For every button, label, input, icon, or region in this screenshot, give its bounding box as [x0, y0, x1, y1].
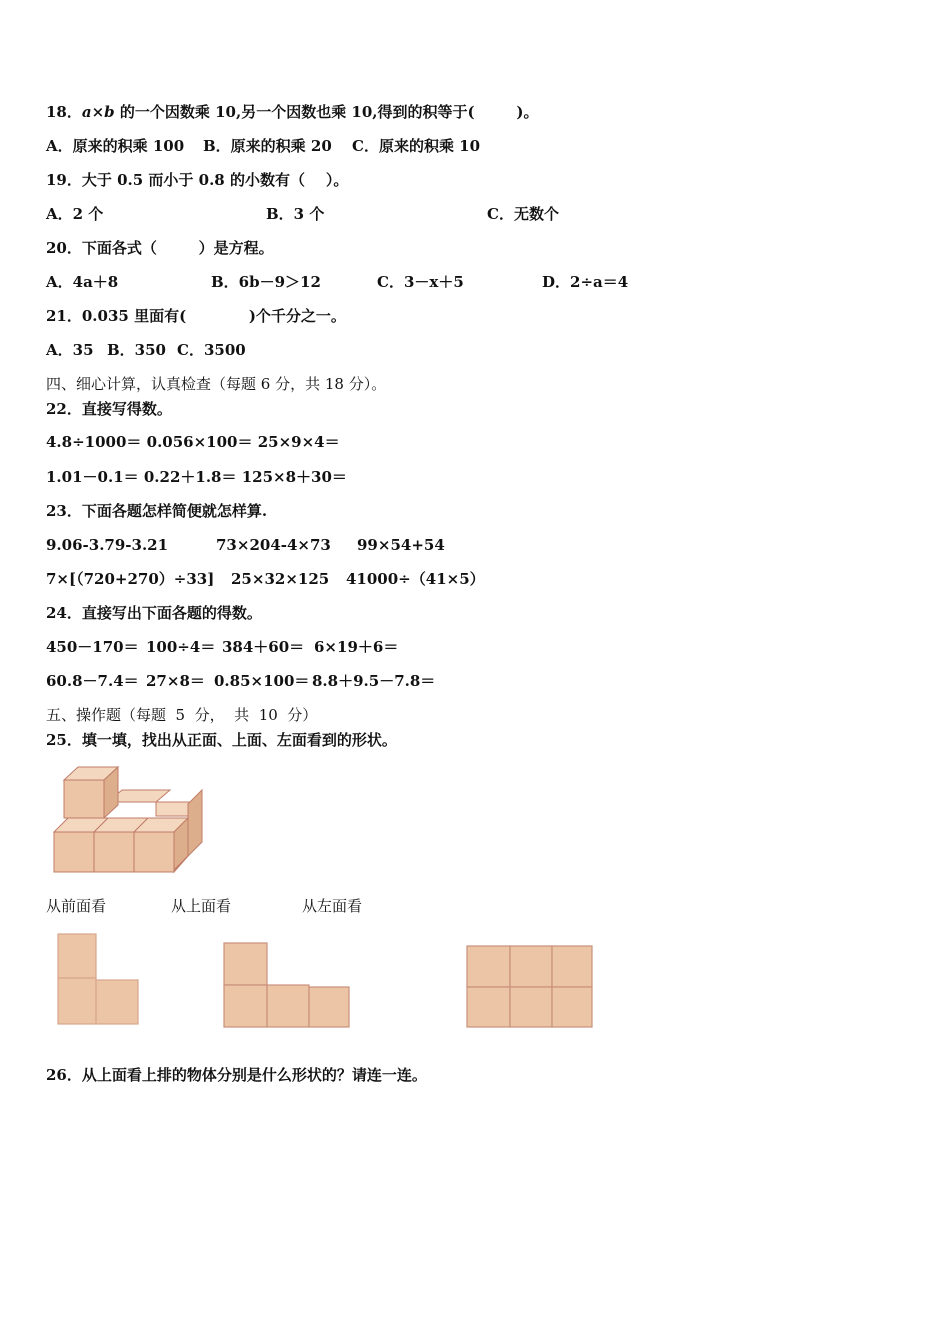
- q24-item-6: 27×8＝: [146, 672, 205, 690]
- q19-option-a: A．2 个: [46, 205, 104, 223]
- q20-option-d: D．2÷a＝4: [542, 273, 629, 291]
- view-label-left: 从左面看: [302, 897, 363, 915]
- q24-stem: 24．直接写出下面各题的得数。: [46, 604, 262, 622]
- view-shape-3: [465, 944, 595, 1030]
- q20-option-b: B．6b－9＞12: [211, 273, 321, 291]
- q24-item-4: 6×19＋6＝: [314, 638, 399, 656]
- q21-option-a: A．35: [46, 341, 94, 359]
- q18-option-c: C．原来的积乘 10: [352, 137, 481, 155]
- q18-option-b: B．原来的积乘 20: [203, 137, 332, 155]
- q25-stem: 25．填一填，找出从正面、上面、左面看到的形状。: [46, 731, 397, 749]
- q23-item-3: 99×54+54: [357, 536, 445, 554]
- q18-option-a: A．原来的积乘 100: [46, 137, 185, 155]
- q19-stem: 19．大于 0.5 而小于 0.8 的小数有（ ）。: [46, 171, 349, 189]
- view-shape-2: [222, 941, 352, 1031]
- q24-item-8: 8.8＋9.5－7.8＝: [312, 672, 436, 690]
- q21-option-c: C．3500: [177, 341, 246, 359]
- q23-item-5: 25×32×125: [231, 570, 330, 588]
- view-label-top: 从上面看: [171, 897, 232, 915]
- q23-stem: 23．下面各题怎样简便就怎样算.: [46, 502, 268, 520]
- q26-stem: 26．从上面看上排的物体分别是什么形状的？请连一连。: [46, 1066, 427, 1084]
- q24-item-2: 100÷4＝: [146, 638, 216, 656]
- q23-item-2: 73×204-4×73: [216, 536, 331, 554]
- q23-item-1: 9.06-3.79-3.21: [46, 536, 169, 554]
- q22-stem: 22．直接写得数。: [46, 400, 172, 418]
- q24-item-7: 0.85×100＝: [214, 672, 310, 690]
- section-5-title: 五、操作题（每题 5 分， 共 10 分）: [46, 706, 318, 724]
- view-label-front: 从前面看: [46, 897, 107, 915]
- q24-item-5: 60.8－7.4＝: [46, 672, 139, 690]
- q22-row-2: 1.01－0.1＝ 0.22＋1.8＝ 125×8＋30＝: [46, 468, 347, 486]
- q23-item-6: 41000÷（41×5）: [346, 570, 485, 588]
- q23-item-4: 7×[（720+270）÷33]: [46, 570, 215, 588]
- q24-item-3: 384＋60＝: [222, 638, 305, 656]
- q19-option-c: C．无数个: [487, 205, 559, 223]
- section-4-title: 四、细心计算，认真检查（每题 6 分，共 18 分）。: [46, 375, 387, 393]
- q22-row-1: 4.8÷1000＝ 0.056×100＝ 25×9×4＝: [46, 433, 340, 451]
- q24-item-1: 450－170＝: [46, 638, 139, 656]
- cube-arrangement-figure: [46, 760, 211, 875]
- q20-option-c: C．3－x＋5: [377, 273, 464, 291]
- q21-stem: 21．0.035 里面有( )个千分之一。: [46, 307, 346, 325]
- q18-stem: 18．a×b 的一个因数乘 10,另一个因数也乘 10,得到的积等于( )。: [46, 103, 539, 121]
- q20-option-a: A．4a＋8: [46, 273, 119, 291]
- q21-option-b: B．350: [107, 341, 166, 359]
- q20-stem: 20．下面各式（ ）是方程。: [46, 239, 274, 257]
- q19-option-b: B．3 个: [266, 205, 325, 223]
- view-shape-1: [56, 932, 142, 1028]
